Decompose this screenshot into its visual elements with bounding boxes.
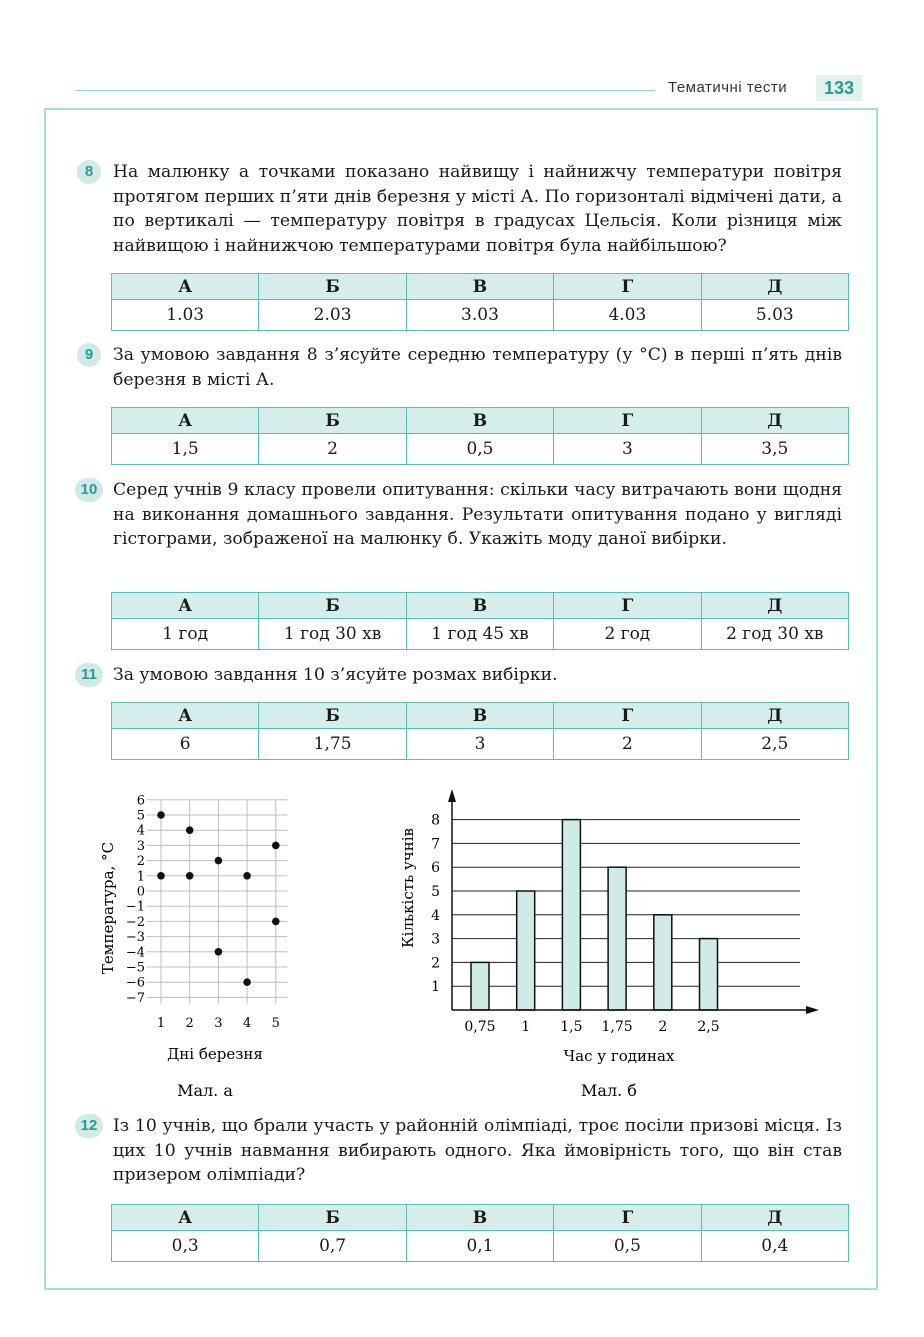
answer-value: 0,1 — [406, 1231, 553, 1262]
bar-y-axis-label: Кількість учнів — [399, 828, 417, 948]
answer-value: 1.03 — [112, 300, 259, 331]
scatter-tick-labels — [126, 793, 280, 1031]
answer-value: 1 год 45 хв — [406, 619, 553, 650]
question-number: 10 — [75, 478, 103, 502]
answer-value: 0,7 — [259, 1231, 406, 1262]
y-tick-label: 4 — [431, 907, 440, 924]
option-label: Д — [701, 593, 848, 619]
option-label: А — [112, 274, 259, 300]
question-text: За умовою завдання 8 з’ясуйте середню температуру (у °С) в перші п’ять днів березня в місті А. — [113, 345, 842, 390]
question-text: На малюнку а точками показано найвищу і найнижчу температури повітря протягом перших п’яти днів березня у місті А. По горизонталі відмічені дати, а по вертикалі — температуру повітря в градусах Цельсія. Коли різниця між найвищою і найнижчою температурами повітря була найбільшою? — [113, 162, 842, 256]
bar — [654, 915, 672, 1010]
option-label: Б — [259, 593, 406, 619]
answer-table — [111, 1204, 849, 1262]
data-point — [243, 978, 251, 986]
option-label: В — [406, 593, 553, 619]
data-point — [215, 948, 223, 956]
y-axis-arrow — [448, 789, 456, 802]
data-point — [157, 811, 165, 819]
option-label: А — [112, 593, 259, 619]
y-tick-label: 2 — [136, 854, 145, 870]
bar — [562, 820, 580, 1010]
option-label: Б — [259, 408, 406, 434]
scatter-grid — [147, 800, 288, 1004]
y-tick-label: 1 — [431, 979, 440, 996]
question-number: 8 — [77, 160, 101, 184]
y-tick-label: 3 — [136, 838, 145, 854]
option-label: Б — [259, 703, 406, 729]
bar-x-axis-label: Час у годинах — [563, 1047, 675, 1065]
y-tick-label: 1 — [136, 869, 145, 885]
y-tick-label: 4 — [136, 823, 145, 839]
question-text: Серед учнів 9 класу провели опитування: скільки часу витрачають вони щодня на виконання домашнього завдання. Результати опитування подано у вигляді гістограми, зображеної на малюнку б. Укажіть моду даної вибірки. — [113, 480, 842, 549]
y-tick-label: 8 — [431, 812, 440, 829]
question-number: 12 — [75, 1114, 103, 1138]
option-label: А — [112, 1205, 259, 1231]
option-label: Д — [701, 1205, 848, 1231]
option-label: А — [112, 408, 259, 434]
y-tick-label: 7 — [431, 836, 440, 853]
x-tick-label: 3 — [214, 1016, 223, 1031]
option-label: В — [406, 408, 553, 434]
x-tick-label: 2 — [658, 1019, 668, 1035]
option-label: Б — [259, 1205, 406, 1231]
x-tick-label: 1,75 — [601, 1019, 633, 1035]
y-tick-label: 6 — [136, 793, 145, 809]
y-tick-label: 3 — [431, 931, 440, 948]
bar — [517, 891, 535, 1010]
question-number: 9 — [77, 343, 101, 367]
y-tick-label: 5 — [136, 808, 145, 824]
answer-value: 0,3 — [112, 1231, 259, 1262]
y-tick-label: 6 — [431, 860, 440, 877]
data-point — [272, 918, 280, 926]
question-text: За умовою завдання 10 з’ясуйте розмах вибірки. — [113, 665, 558, 685]
option-label: Г — [554, 274, 701, 300]
data-point — [186, 826, 194, 834]
option-label: В — [406, 1205, 553, 1231]
data-point — [215, 857, 223, 865]
option-label: Г — [554, 1205, 701, 1231]
x-tick-label: 2,5 — [697, 1019, 720, 1035]
option-label: В — [406, 274, 553, 300]
section-title: Тематичні тести — [668, 79, 788, 96]
answer-value: 3.03 — [406, 300, 553, 331]
answer-value: 0,5 — [406, 434, 553, 465]
answer-value: 2 — [554, 729, 701, 760]
answer-value: 3,5 — [701, 434, 848, 465]
answer-value: 1 год — [112, 619, 259, 650]
answer-value: 1,75 — [259, 729, 406, 760]
bar — [608, 867, 626, 1010]
answer-value: 2 — [259, 434, 406, 465]
answer-value: 3 — [554, 434, 701, 465]
page-number: 133 — [816, 75, 862, 101]
y-tick-label: −6 — [125, 975, 145, 991]
x-tick-label: 5 — [271, 1016, 280, 1031]
answer-value: 2 год 30 хв — [701, 619, 848, 650]
x-tick-label: 1 — [521, 1019, 531, 1035]
data-point — [157, 872, 165, 880]
scatter-caption: Мал. а — [177, 1081, 233, 1100]
option-label: Г — [554, 408, 701, 434]
answer-value: 0,4 — [701, 1231, 848, 1262]
option-label: Г — [554, 703, 701, 729]
x-tick-label: 1,5 — [560, 1019, 583, 1035]
option-label: Д — [701, 274, 848, 300]
option-label: Д — [701, 703, 848, 729]
answer-value: 5.03 — [701, 300, 848, 331]
answer-value: 2,5 — [701, 729, 848, 760]
x-tick-label: 1 — [156, 1016, 166, 1031]
question-text: Із 10 учнів, що брали участь у районній олімпіаді, троє посіли призові місця. Із цих 10 учнів навмання вибирають одного. Яка ймовірність того, що він став призером олімпіади? — [113, 1116, 842, 1185]
answer-value: 1 год 30 хв — [259, 619, 406, 650]
x-axis-arrow — [806, 1006, 819, 1014]
option-label: Д — [701, 408, 848, 434]
answer-value: 6 — [112, 729, 259, 760]
y-tick-label: −5 — [125, 960, 145, 976]
answer-value: 3 — [406, 729, 553, 760]
answer-value: 1,5 — [112, 434, 259, 465]
question-number: 11 — [75, 663, 103, 687]
option-label: В — [406, 703, 553, 729]
x-tick-label: 2 — [185, 1016, 194, 1031]
option-label: А — [112, 703, 259, 729]
y-tick-label: −4 — [125, 945, 145, 961]
scatter-chart — [99, 793, 287, 1100]
y-tick-label: −1 — [125, 899, 145, 915]
answer-value: 4.03 — [554, 300, 701, 331]
data-point — [243, 872, 251, 880]
option-label: Б — [259, 274, 406, 300]
y-tick-label: −3 — [125, 930, 145, 946]
option-label: Г — [554, 593, 701, 619]
y-tick-label: 5 — [431, 884, 440, 900]
bar-chart — [399, 789, 819, 1100]
y-tick-label: 2 — [431, 955, 440, 972]
scatter-y-axis-label: Температура, °С — [99, 841, 117, 975]
y-tick-label: −7 — [125, 990, 145, 1006]
data-point — [186, 872, 194, 880]
scatter-x-axis-label: Дні березня — [167, 1045, 263, 1063]
answer-value: 2.03 — [259, 300, 406, 331]
bar — [471, 962, 489, 1010]
answer-value: 0,5 — [554, 1231, 701, 1262]
x-tick-label: 0,75 — [464, 1019, 496, 1035]
y-tick-label: 0 — [136, 884, 145, 900]
bar-caption: Мал. б — [581, 1081, 637, 1100]
x-tick-label: 4 — [242, 1016, 252, 1031]
answer-value: 2 год — [554, 619, 701, 650]
y-tick-label: −2 — [125, 914, 145, 930]
bar — [700, 939, 718, 1010]
data-point — [272, 842, 280, 850]
